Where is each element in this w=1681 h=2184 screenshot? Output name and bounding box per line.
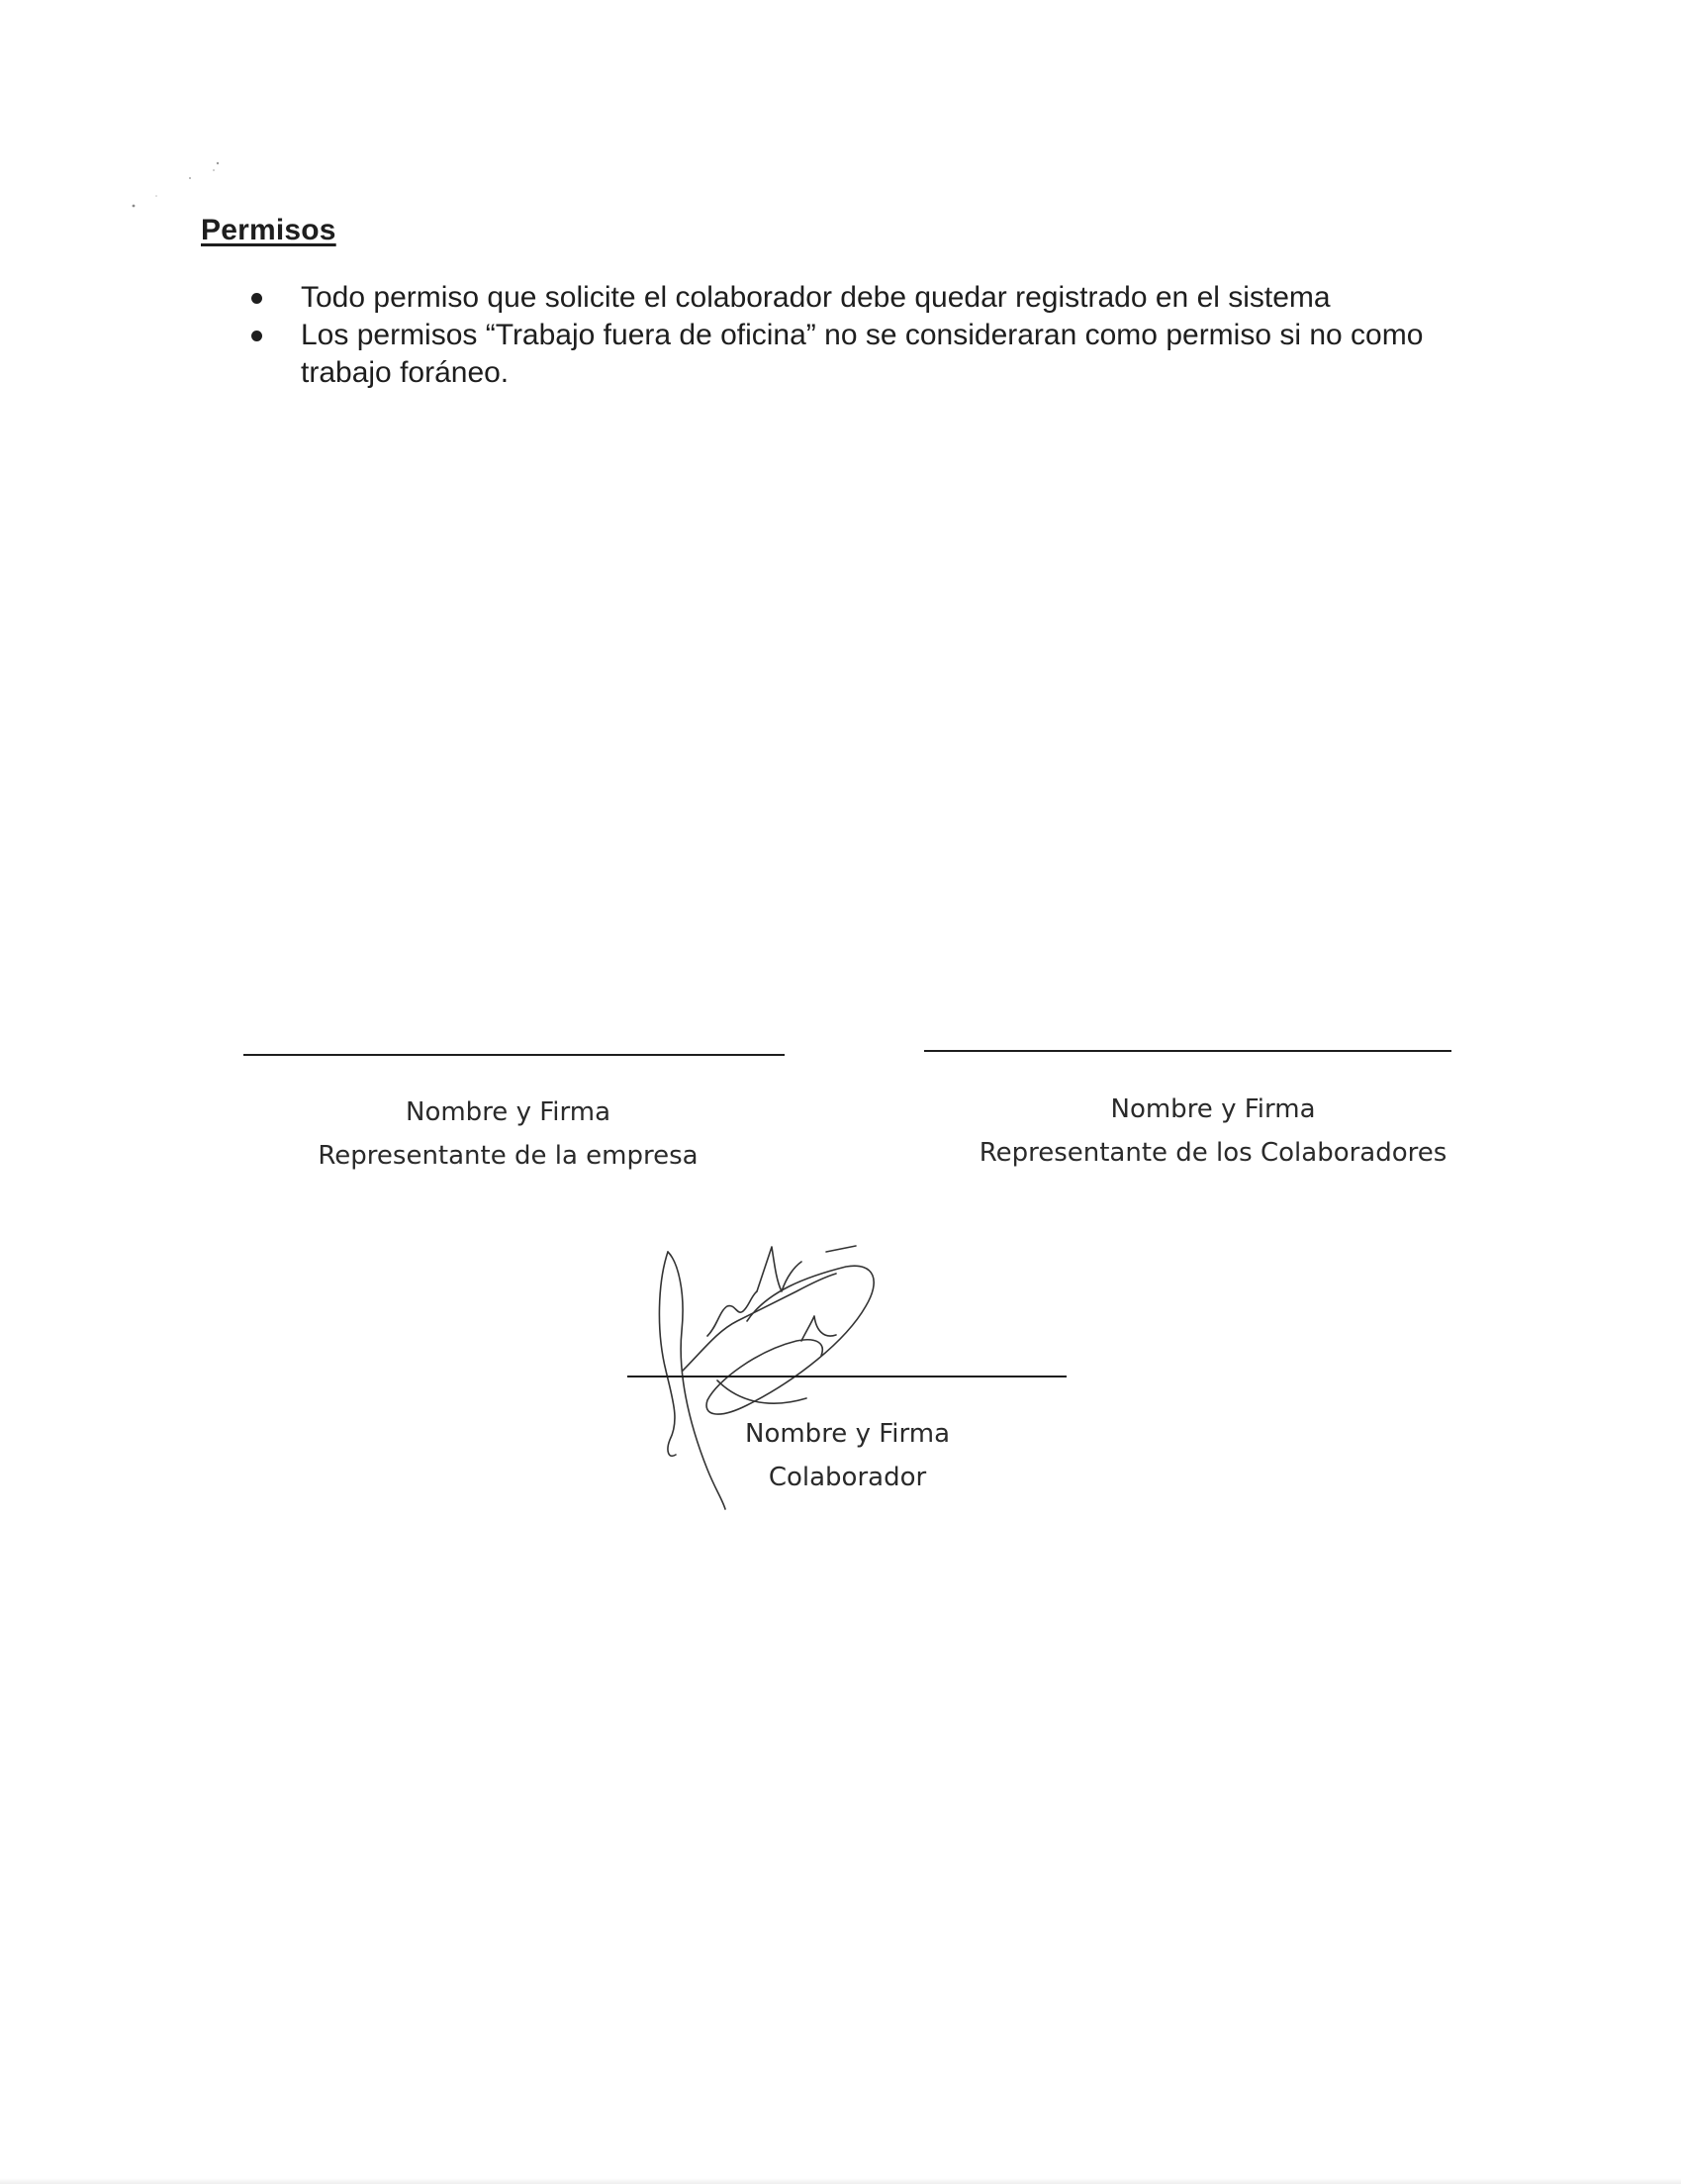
signature-role-label: Colaborador: [768, 1463, 927, 1492]
list-item-text: Todo permiso que solicite el colaborador debe quedar registrado en el sistema: [301, 281, 1331, 314]
bullet-icon: [251, 331, 262, 341]
list-item: [247, 317, 1484, 392]
signature-role-label: Representante de los Colaboradores: [979, 1138, 1448, 1168]
signature-caption-collaborator: [722, 1412, 973, 1499]
signature-role-label: Representante de la empresa: [318, 1141, 699, 1171]
signature-name-label: Nombre y Firma: [745, 1419, 950, 1449]
list-item: [247, 279, 1484, 317]
signature-caption-collaborators: [966, 1088, 1460, 1175]
signature-line-company: [243, 1054, 785, 1056]
signature-name-label: Nombre y Firma: [406, 1097, 610, 1127]
section-title: Permisos: [201, 214, 336, 246]
signature-name-label: Nombre y Firma: [1110, 1094, 1316, 1124]
list-item-text: Los permisos “Trabajo fuera de oficina” no se consideraran como permiso si no como trabajo foráneo.: [301, 319, 1424, 389]
signature-line-collaborators: [924, 1050, 1451, 1052]
scan-artifacts: [119, 148, 237, 218]
permissions-list: [247, 279, 1484, 392]
bullet-icon: [251, 293, 262, 304]
signature-line-collaborator: [627, 1376, 1067, 1377]
scan-bottom-edge: [0, 2178, 1681, 2184]
signature-caption-company: [243, 1091, 773, 1178]
